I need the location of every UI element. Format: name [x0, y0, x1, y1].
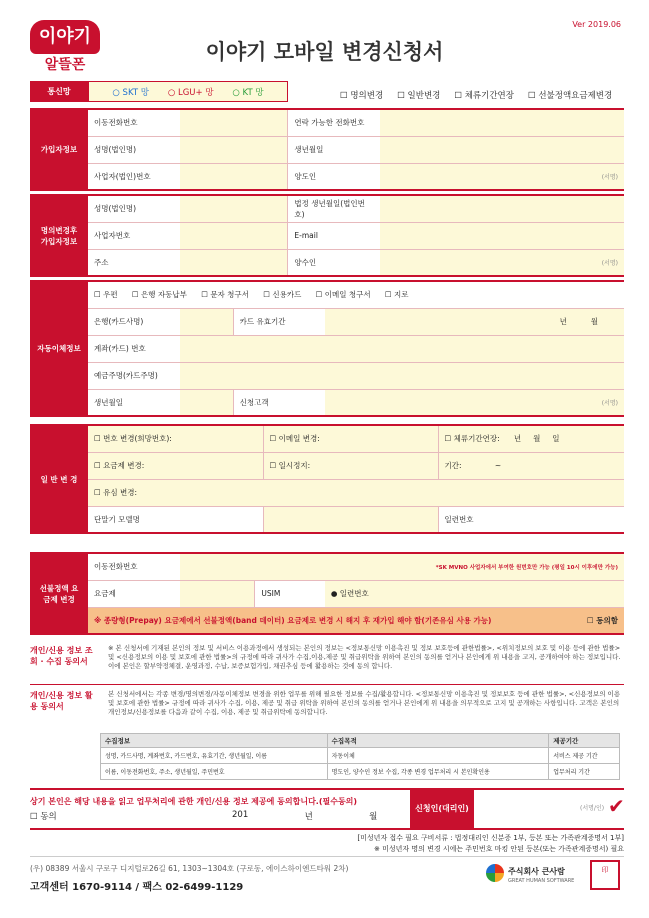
transferor-sign[interactable]: (서명) — [380, 163, 624, 190]
prepaid-plan-input[interactable] — [180, 580, 255, 607]
radio-kt[interactable]: ○ KT 망 — [232, 87, 264, 98]
holder-input[interactable] — [180, 362, 624, 389]
plan-change[interactable]: ☐ 요금제 변경: — [88, 452, 263, 479]
address: (우) 08389 서울시 구로구 디지털로26길 61, 1303~1304호 (구로동, 에이스하이엔드타워 2차) — [30, 864, 349, 873]
consent-box — [30, 788, 624, 830]
note-minor-id: ※ 미성년자 명의 변경 시에는 주민번호 마킹 안된 등본(또는 가족관계증명서) 필요 — [374, 845, 624, 853]
page-title: 이야기 모바일 변경신청서 — [205, 40, 444, 64]
privacy1-text: ※ 본 신청서에 기재된 본인의 정보 및 서비스 이용과정에서 생성되는 본인의 정보는 <정보통신망 이용촉진 및 정보 보호등에 관한법률>, <위치정보의 보호 및 이용 등에 관한 법률> 및 <신용정보의 이용 및 보호에 관한 법률>의 규정에 따라 귀사가 수집,이용,제공 및 취급위탁을 위하여 본인의 동의를 얻거나 본인에게 위 내용을 고지, 공개하여야 하는 정보입니다. 이에 본인은 할부약정체결, 운영과정, 수납, 보증보험가입, 채권추심 등에 활용하는 것에 동의 합니다. — [108, 644, 621, 670]
consent-date: 201 년 월 — [232, 810, 378, 822]
applicant-sign[interactable]: (서명) — [325, 389, 624, 416]
checkbox-general-change[interactable]: ☐ 일반변경 — [397, 91, 441, 101]
autopay-section: 자동이체정보 ☐ 우편 ☐ 은행 자동납부 ☐ 문자 청구서 ☐ 신용카드 ☐ 이메일 청구서 ☐ 지로 은행(카드사명) 카드 유효기간 년 월 계좌(카드) 번호 예금주명(카드주명) 생년월일 신청고객 (서명) — [30, 280, 624, 417]
version: Ver 2019.06 — [572, 20, 621, 29]
contact-input[interactable] — [380, 109, 624, 136]
birth-input[interactable] — [380, 136, 624, 163]
logo: 이야기 — [30, 20, 100, 54]
suspend[interactable]: ☐ 일시정지: — [263, 452, 438, 479]
card-expiry-input[interactable]: 년 월 — [325, 308, 624, 335]
privacy2-text: 본 신청서에서는 각종 변경/명의변경/자동이체정보 변경을 위한 업무를 위해 필요한 정보를 수집/활용합니다. <정보통신망 이용촉진 및 정보보호 등에 관한 법률>, <신용정보의 이용 및 보호에 관한 법률> 규정에 따라 귀사가 수집, 이용, 제공 및 취급 위탁을 위하여 본인의 동의를 얻거나 본인에게 위 내용을 의무적으로 고지 및 공개하는 사항입니다. 고객은 본인의 개인정보/신용정보를 다음과 같이 수집, 이용, 제공 및 취급위탁에 동의합니다. — [108, 690, 621, 716]
contact: 고객센터 1670-9114 / 팩스 02-6499-1129 — [30, 882, 244, 893]
email-input[interactable] — [380, 222, 624, 249]
new-name-input[interactable] — [180, 195, 288, 222]
company-name: 주식회사 큰사람 — [508, 867, 565, 876]
number-change[interactable]: ☐ 번호 변경(희망번호): — [88, 425, 263, 452]
consent-checkbox[interactable]: ☐ 동의 — [30, 812, 57, 822]
usim-serial-input[interactable]: ● 일련번호 — [325, 580, 624, 607]
table-row: 이름, 이동전화번호, 주소, 생년월일, 주민번호 명도인, 양수인 정보 수집, 각종 변경 업무처리 시 본인확인용 업무처리 기간 — [101, 764, 620, 780]
name-input[interactable] — [180, 136, 288, 163]
checkbox-name-change[interactable]: ☐ 명의변경 — [340, 91, 384, 101]
holder-birth-input[interactable] — [180, 389, 233, 416]
method-email[interactable]: ☐ 이메일 청구서 — [315, 290, 371, 300]
table-row: 성명, 카드사명, 계좌번호, 카드번호, 유효기간, 생년월일, 이름 자동이체 서비스 제공 기간 — [101, 748, 620, 764]
new-owner-section: 명의변경후 가입자정보 성명(법인명) 법정 생년월일(법인번호) 사업자번호 E-mail 주소 양수인 (서명) — [30, 194, 624, 277]
account-input[interactable] — [180, 335, 624, 362]
new-birth-input[interactable] — [380, 195, 624, 222]
company-en: GREAT HUMAN SOFTWARE — [508, 878, 575, 884]
method-mail[interactable]: ☐ 우편 — [94, 290, 118, 300]
address-input[interactable] — [180, 249, 288, 276]
logo-sub: 알뜰폰 — [44, 57, 86, 73]
payment-methods — [88, 281, 624, 308]
email-change[interactable]: ☐ 이메일 변경: — [263, 425, 438, 452]
company-logo-icon — [486, 864, 504, 882]
radio-skt[interactable]: ○ SKT 망 — [112, 87, 149, 98]
stay-extension[interactable]: ☐ 체류기간연장: 년 월 일 — [438, 425, 624, 452]
consent-text: 상기 본인은 해당 내용을 읽고 업무처리에 관한 개인/신용 정보 제공에 동의합니다.(필수동의) — [30, 797, 358, 806]
serial-input[interactable]: 일련번호 — [438, 506, 624, 533]
agree-checkbox[interactable]: ☐ 동의함 — [586, 615, 618, 625]
transferee-sign[interactable]: (서명) — [380, 249, 624, 276]
bizno-input[interactable] — [180, 163, 288, 190]
phone-input[interactable] — [180, 109, 288, 136]
applicant-label: 신청인(대리인) — [410, 790, 474, 828]
carrier-options — [88, 81, 288, 102]
seal-stamp: 印 — [590, 860, 620, 890]
section-header: 가입자정보 — [30, 109, 88, 190]
model-input[interactable] — [263, 506, 438, 533]
bank-input[interactable] — [180, 308, 233, 335]
note-minor-docs: [미성년자 접수 필요 구비서류 : 법정대리인 신분증 1부, 등본 또는 가족관계증명서 1부] — [357, 834, 624, 842]
sign-hint: (서명/인) — [580, 805, 605, 812]
method-giro[interactable]: ☐ 지로 — [384, 290, 409, 300]
radio-lgu[interactable]: ○ LGU+ 망 — [167, 87, 214, 98]
period[interactable]: 기간: ~ — [438, 452, 624, 479]
checkbox-stay-extension[interactable]: ☐ 체류기간연장 — [454, 91, 514, 101]
privacy1-title: 개인/신용 정보 조회 · 수집 동의서 — [30, 646, 93, 666]
prepaid-section: 선불정액 요금제 변경 이동전화번호 *SK MVNO 사업자에서 부여한 원번호만 가능 (평일 10시 이후에만 가능) 요금제 USIM ● 일련번호 ※ 종량형(Prepay) 요금제에서 선불정액(band 데이터) 요금제로 변경 시 해지 후 재가입 해야 함(기존유심 사용 가능) ☐ 동의함 — [30, 552, 624, 635]
prepaid-phone-input[interactable]: *SK MVNO 사업자에서 부여한 원번호만 가능 (평일 10시 이후에만 가능) — [180, 553, 624, 580]
subscriber-section: 가입자정보 이동전화번호 연락 가능한 전화번호 성명(법인명) 생년월일 사업자(법인)번호 양도인 (서명) — [30, 108, 624, 191]
method-bank[interactable]: ☐ 은행 자동납부 — [131, 290, 187, 300]
privacy-table: 수집정보 수집목적 제공기간 성명, 카드사명, 계좌번호, 카드번호, 유효기간, 생년월일, 이름 자동이체 서비스 제공 기간 이름, 이동전화번호, 주소, 생년월일, 주민번호 명도인, 양수인 정보 수집, 각종 변경 업무처리 시 본인확인용 업무처리 기간 — [100, 733, 620, 780]
privacy2-title: 개인/신용 정보 활용 동의서 — [30, 691, 93, 711]
checkbox-prepaid-change[interactable]: ☐ 선불정액요금제변경 — [527, 91, 613, 101]
usim-change[interactable]: ☐ 유심 변경: — [88, 479, 624, 506]
checkmark-icon: ✔ — [608, 794, 625, 818]
general-section: 일 반 변 경 ☐ 번호 변경(희망번호): ☐ 이메일 변경: ☐ 체류기간연장: 년 월 일 ☐ 요금제 변경: ☐ 일시정지: 기간: ~ ☐ 유심 변경: 단말기 모델명 일련번호 — [30, 424, 624, 534]
method-sms[interactable]: ☐ 문자 청구서 — [201, 290, 249, 300]
new-bizno-input[interactable] — [180, 222, 288, 249]
carrier-label: 통신망 — [30, 81, 88, 102]
method-card[interactable]: ☐ 신용카드 — [263, 290, 302, 300]
change-type-options — [340, 89, 612, 101]
